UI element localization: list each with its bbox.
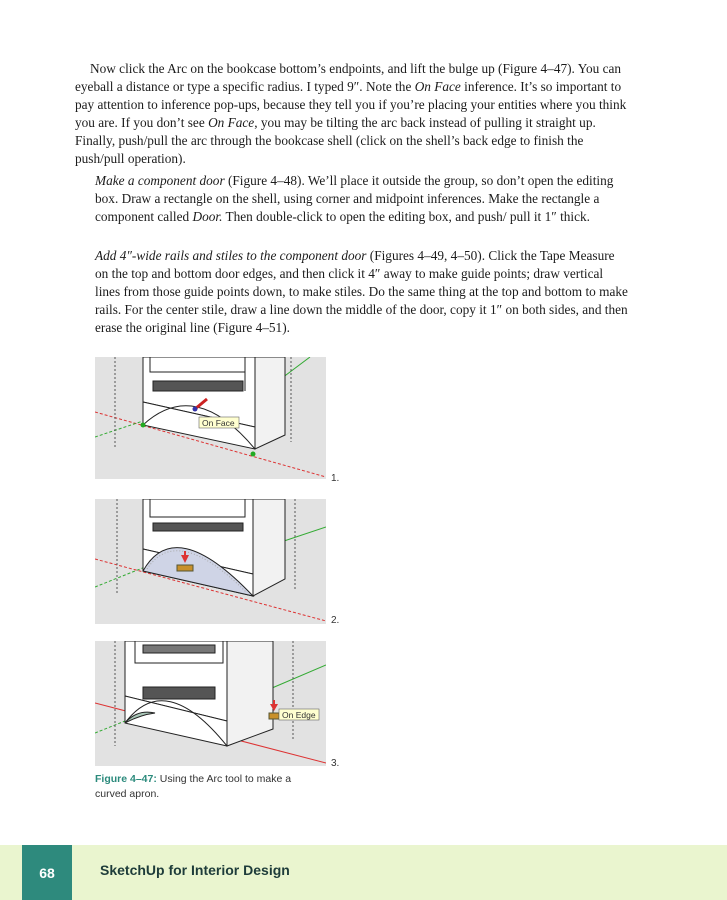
figure-2-illustration <box>95 499 326 624</box>
text-run: (Figures 4–49, 4–50). Click the Tape Measure on the top and bottom door edges, and then click it 4″ away to make guide points; draw vertical lines from those guide points down, to make stiles. Do the same thing at the top and bottom to make rails. For the center stile, draw a line down the middle of the door, copy it 1″ on both sides, and then erase the original line (Figure 4–51). <box>95 248 628 335</box>
text-run: (Figure 4–48). We’ll place it outside the group, so don’t open the editing box. Draw a rectangle on the shell, using corner and midpoint inferences. Make the rectangle a component called <box>95 173 614 224</box>
step-heading: Make a component door <box>95 173 225 188</box>
step-heading: Add 4″-wide rails and stiles to the component door <box>95 248 367 263</box>
emphasis-on-face: On Face <box>414 79 461 94</box>
text-run: Then double-click to open the editing box, and push/ pull it 1″ thick. <box>222 209 590 224</box>
figure-1-arc-on-face <box>95 357 326 479</box>
text-run: , you may be tilting the arc back instead of pulling it straight up. Finally, push/pull the arc through the bookcase shell (click on the shell’s back edge to finish the push/pull operation). <box>75 115 596 166</box>
paragraph-arc-instructions <box>75 60 631 168</box>
figure-3-arc-on-edge <box>95 641 326 766</box>
caption-text: Using the Arc tool to make a curved apron. <box>95 773 292 800</box>
text-run: Now click the Arc on the bookcase bottom’s endpoints, and lift the bulge up (Figure 4–47). You can eyeball a distance or type a specific radius. I typed 9″. Note the <box>75 61 622 94</box>
figure-number-3: 3. <box>331 758 340 769</box>
on-edge-tooltip: On Edge <box>282 710 316 720</box>
paragraph-component-door <box>95 172 631 226</box>
on-face-tooltip: On Face <box>202 418 235 428</box>
page-number: 68 <box>22 845 72 900</box>
page-footer <box>0 845 727 900</box>
figure-2-push-pull-arc <box>95 499 326 624</box>
emphasis-on-face: On Face <box>208 115 255 130</box>
emphasis-door: Door. <box>192 209 223 224</box>
figure-number-1: 1. <box>331 473 340 484</box>
figure-1-illustration <box>95 357 326 479</box>
book-title: SketchUp for Interior Design <box>100 862 290 878</box>
figure-number-2: 2. <box>331 615 340 626</box>
paragraph-rails-stiles <box>95 247 631 337</box>
figure-3-illustration <box>95 641 326 766</box>
caption-label: Figure 4–47: <box>95 773 157 785</box>
text-run: inference. It’s so important to pay attention to inference pop-ups, because they tell you if you’re placing your entities where you think you are. If you don’t see <box>75 79 627 130</box>
figure-caption <box>95 772 315 802</box>
